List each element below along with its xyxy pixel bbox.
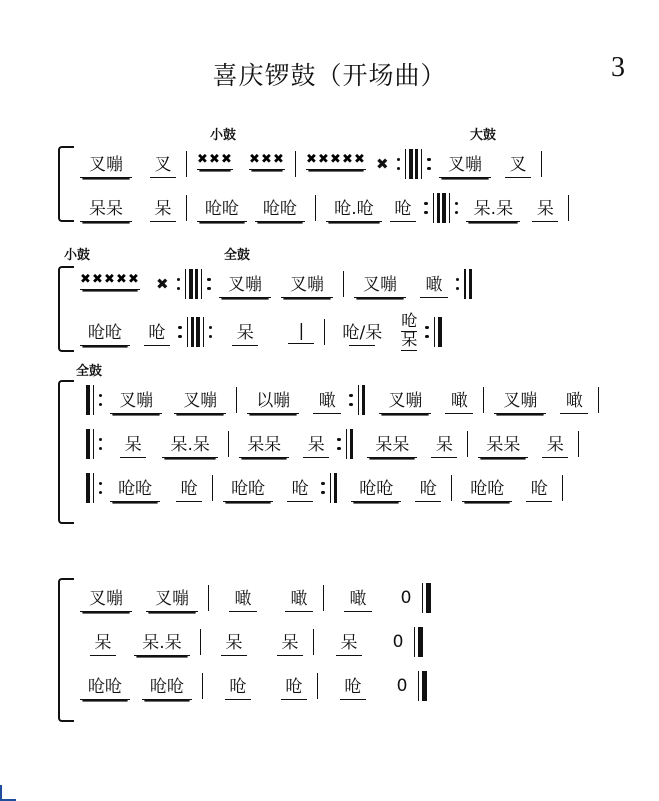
system-2 (58, 248, 478, 358)
note: 呆 (303, 430, 329, 458)
repeat-end (423, 317, 441, 347)
barline (598, 387, 599, 413)
repeat-end (319, 473, 337, 503)
rest-zero: 0 (400, 588, 412, 608)
note: 呛呛 (255, 194, 305, 222)
brace-1 (58, 146, 74, 222)
note: 叉嘣 (281, 270, 333, 298)
barline (541, 151, 542, 177)
note: 呆 (542, 430, 568, 458)
note: 呛呛 (110, 474, 160, 502)
note: 呆呆 (367, 430, 417, 458)
row-1-lower (80, 186, 579, 230)
brace-3 (58, 380, 74, 524)
note: 呛呛 (462, 474, 512, 502)
drum-x-note: ✖ (376, 155, 389, 173)
note: 呛呛 (223, 474, 273, 502)
note: 叉嘣 (80, 584, 132, 612)
note: 叉 (150, 150, 176, 178)
row-3-upper (80, 378, 609, 422)
label-xiaogu-1: 小鼓 (210, 128, 237, 143)
barline (228, 431, 229, 457)
note: 呛/呆 (349, 318, 375, 346)
note: 呆呆 (478, 430, 528, 458)
repeat-both (422, 193, 460, 223)
row-2-lower (80, 306, 478, 358)
note: 呆呆 (239, 430, 289, 458)
repeat-start (86, 385, 104, 415)
barline (562, 475, 563, 501)
note: 噉 (420, 270, 448, 298)
note: 噉 (560, 386, 588, 414)
row-3-middle (80, 422, 609, 466)
note: 叉 (505, 150, 531, 178)
barline (315, 195, 316, 221)
note: 呛.呛 (326, 194, 382, 222)
note: 呆 (120, 430, 146, 458)
note: 噉 (445, 386, 473, 414)
note: 呆 (431, 430, 457, 458)
label-quangu-3: 全鼓 (76, 364, 103, 379)
barline (568, 195, 569, 221)
note: 呛 (526, 474, 552, 502)
rest-zero: 0 (396, 676, 408, 696)
barline (186, 151, 187, 177)
note: 呛 (390, 194, 416, 222)
drum-roll-x3: ✖ ✖ ✖ (197, 154, 233, 170)
drum-roll-x5: ✖ ✖ ✖ ✖ ✖ (306, 154, 366, 170)
repeat-start (86, 473, 104, 503)
row-4-upper (80, 576, 431, 620)
final-barline (414, 627, 423, 657)
note: 噉 (229, 584, 257, 612)
barline (202, 673, 203, 699)
repeat-end (454, 269, 472, 299)
barline (578, 431, 579, 457)
note: 叉嘣 (439, 150, 491, 178)
barline (186, 195, 187, 221)
note: 呆 (232, 318, 258, 346)
note: 呆 (221, 628, 247, 656)
final-barline (422, 583, 431, 613)
note: 噉 (313, 386, 341, 414)
system-3 (58, 364, 609, 510)
system-4 (58, 570, 431, 708)
barline (343, 271, 344, 297)
drum-roll-x3: ✖ ✖ ✖ (249, 154, 285, 170)
note: 呛 (281, 672, 307, 700)
note: 叉嘣 (174, 386, 226, 414)
row-4-middle (80, 620, 431, 664)
row-1-upper (80, 142, 579, 186)
page-number: 3 (611, 52, 625, 83)
note: 噉 (285, 584, 313, 612)
note: 噉 (344, 584, 372, 612)
repeat-both (176, 317, 214, 347)
note: 呛呛 (197, 194, 247, 222)
note: 呆 (336, 628, 362, 656)
barline (212, 475, 213, 501)
repeat-both (175, 269, 213, 299)
brace-2 (58, 266, 74, 352)
note: 以嘣 (247, 386, 299, 414)
label-dagu-1: 大鼓 (470, 128, 497, 143)
note: 呛 (144, 318, 170, 346)
row-2-upper (80, 262, 478, 306)
barline (324, 319, 325, 345)
note: 呛呛 (80, 318, 130, 346)
barline (451, 475, 452, 501)
repeat-start (86, 429, 104, 459)
brace-4 (58, 578, 74, 722)
row-3-lower (80, 466, 609, 510)
note: 叉嘣 (219, 270, 271, 298)
note: 呆.呆 (162, 430, 218, 458)
drum-roll-x5: ✖ ✖ ✖ ✖ ✖ (80, 274, 140, 290)
final-barline (418, 671, 427, 701)
note: 呛 (225, 672, 251, 700)
repeat-both (395, 149, 433, 179)
barline (200, 629, 201, 655)
label-quangu-2: 全鼓 (224, 248, 251, 263)
barline (236, 387, 237, 413)
note: 呆 (150, 194, 176, 222)
note: 叉嘣 (494, 386, 546, 414)
note: 呛 (287, 474, 313, 502)
rest-zero: 0 (392, 632, 404, 652)
row-4-lower (80, 664, 431, 708)
barline (483, 387, 484, 413)
note: 呆.呆 (466, 194, 520, 222)
barline (313, 629, 314, 655)
note: 呆.呆 (134, 628, 190, 656)
repeat-end (347, 385, 365, 415)
barline (467, 431, 468, 457)
corner-mark (0, 785, 16, 801)
note: 呆呆 (80, 194, 132, 222)
note: 呛 (176, 474, 202, 502)
barline (323, 585, 324, 611)
note: 呛呛 (80, 672, 130, 700)
note: 呛 (415, 474, 441, 502)
label-xiaogu-2: 小鼓 (64, 248, 91, 263)
barline (295, 151, 296, 177)
repeat-end (335, 429, 353, 459)
barline (317, 673, 318, 699)
barline (208, 585, 209, 611)
note: 呆 (277, 628, 303, 656)
note: | (288, 321, 314, 344)
note: 呆 (90, 628, 116, 656)
note: 呛呛 (142, 672, 192, 700)
note: 叉嘣 (80, 150, 132, 178)
note: 呆 (532, 194, 558, 222)
note: 呛 (340, 672, 366, 700)
system-1 (58, 128, 579, 230)
note: 叉嘣 (354, 270, 406, 298)
note-stack: 呛 呆 (401, 311, 418, 349)
page-title: 喜庆锣鼓（开场曲） (212, 61, 447, 90)
note: 叉嘣 (146, 584, 198, 612)
drum-x-note: ✖ (156, 275, 169, 293)
note: 叉嘣 (110, 386, 162, 414)
note: 呛呛 (351, 474, 401, 502)
note: 叉嘣 (379, 386, 431, 414)
